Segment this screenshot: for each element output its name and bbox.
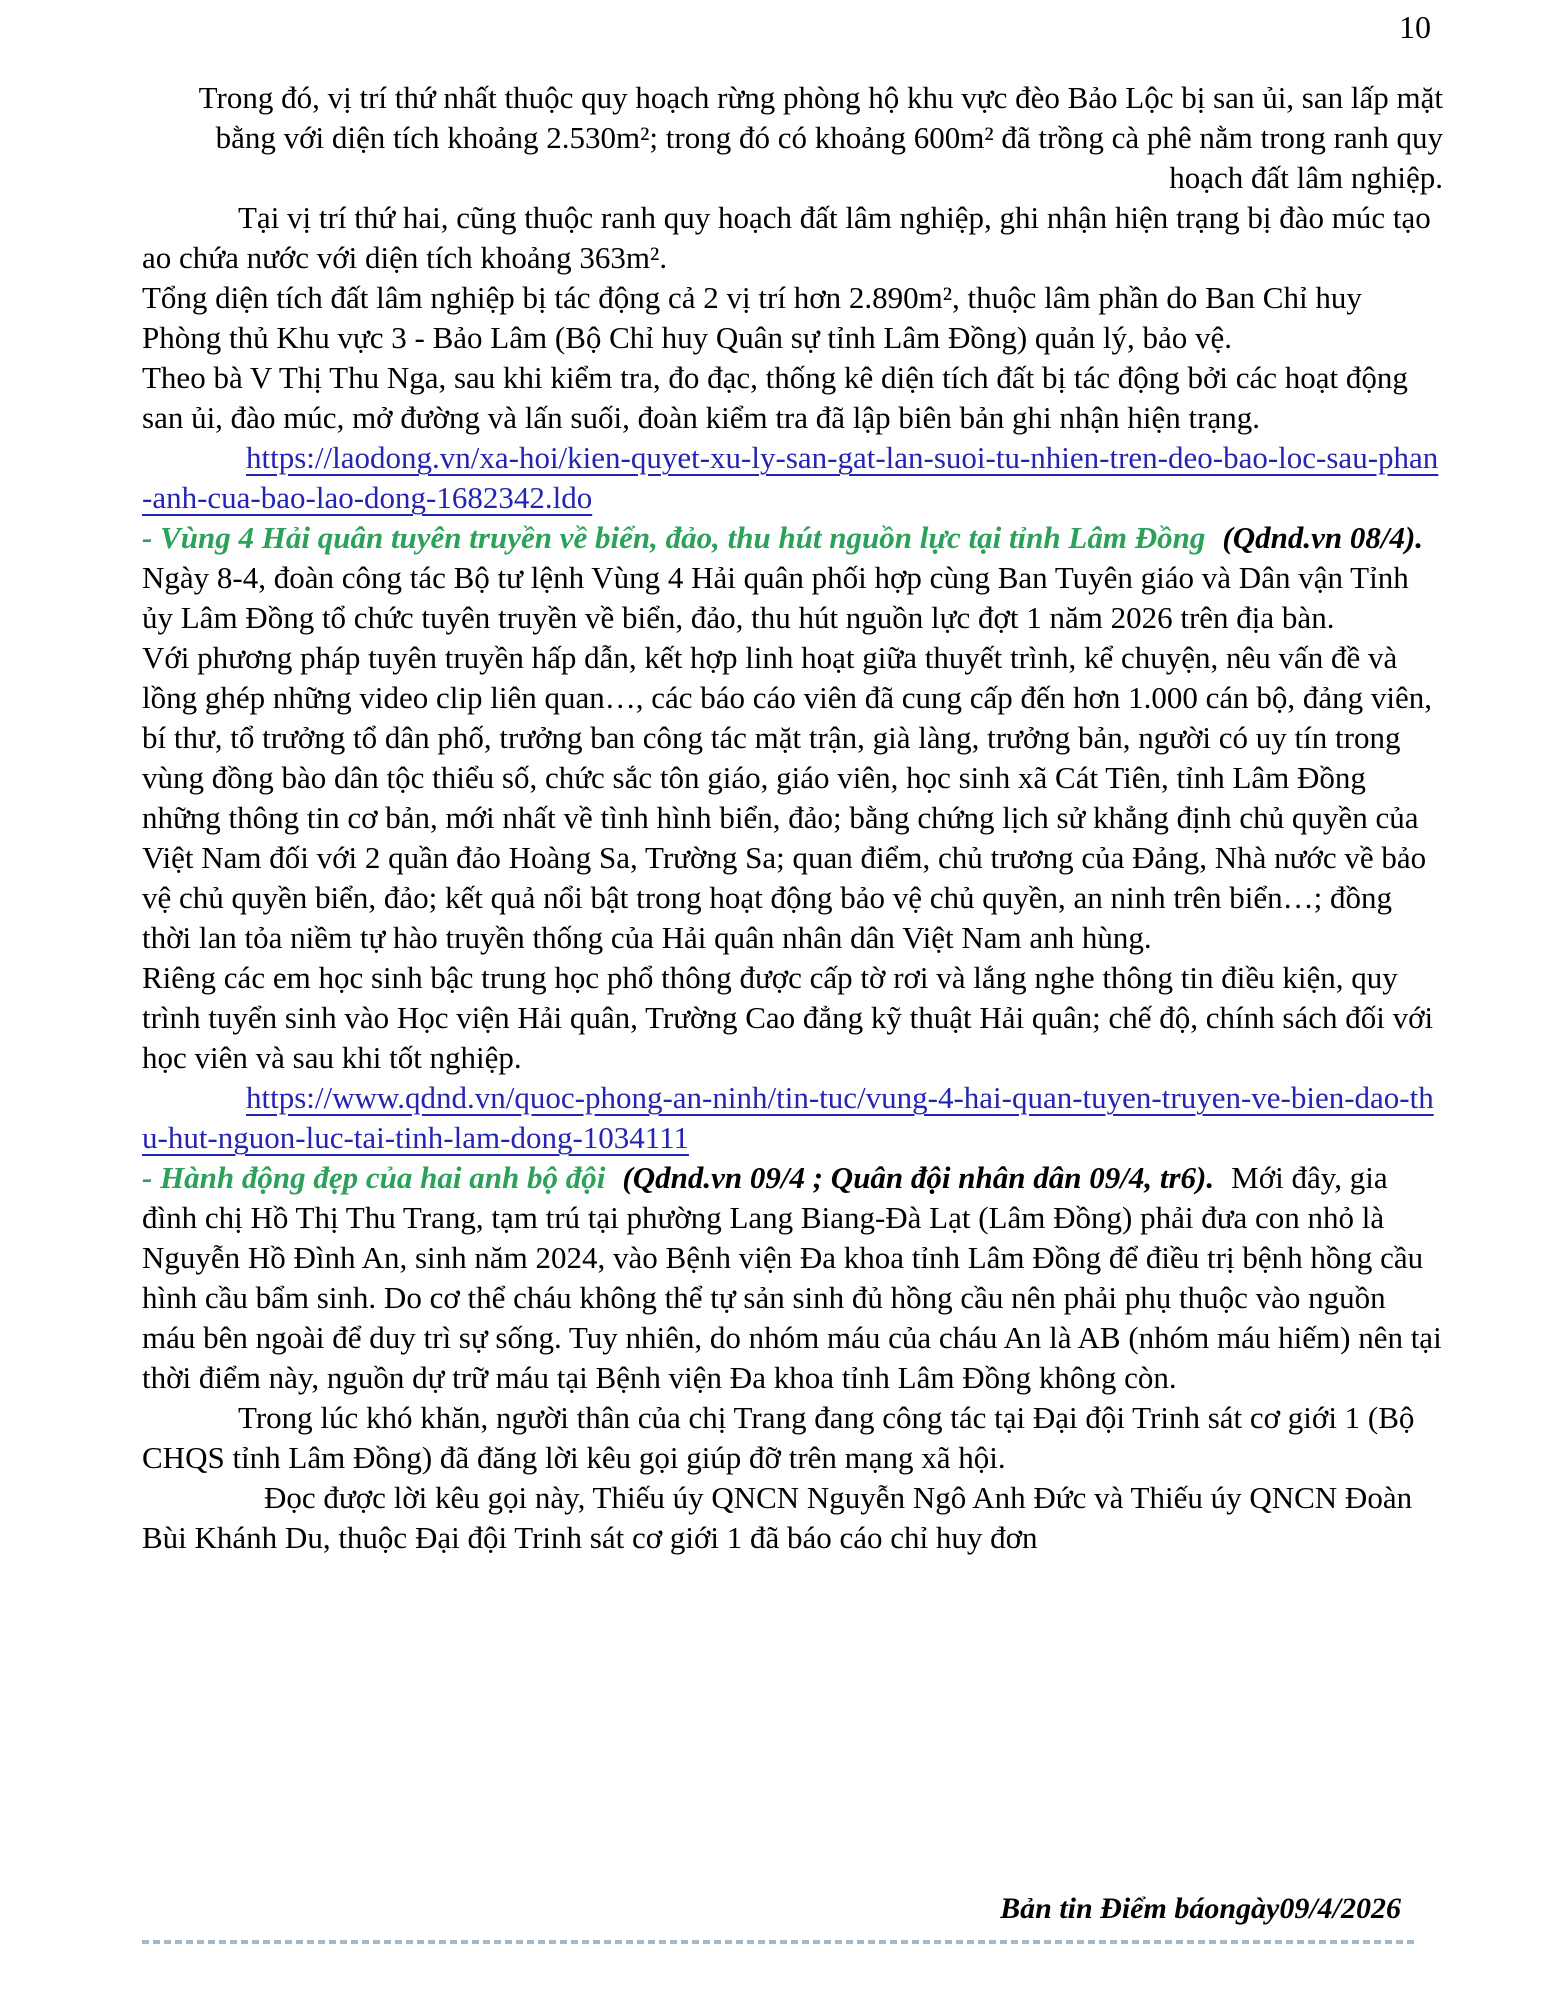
paragraph: Với phương pháp tuyên truyền hấp dẫn, kết hợp linh hoạt giữa thuyết trình, kể chuyện, nêu vấn đề và lồng ghép những video clip liên quan…, các báo cáo viên đã cung cấp đến hơn 1.000 cán bộ, đảng viên, bí thư, tổ trưởng tổ dân phố, trưởng ban công tác mặt trận, già làng, trưởng bản, người có uy tín trong vùng đồng bào dân tộc thiểu số, chức sắc tôn giáo, giáo viên, học sinh xã Cát Tiên, tỉnh Lâm Đồng những thông tin cơ bản, mới nhất về tình hình biển, đảo; bằng chứng lịch sử khẳng định chủ quyền của Việt Nam đối với 2 quần đảo Hoàng Sa, Trường Sa; quan điểm, chủ trương của Đảng, Nhà nước về bảo vệ chủ quyền biển, đảo; kết quả nổi bật trong hoạt động bảo vệ chủ quyền, an ninh trên biển…; đồng thời lan tỏa niềm tự hào truyền thống của Hải quân nhân dân Việt Nam anh hùng. bbox=[142, 640, 1433, 955]
link-paragraph bbox=[142, 1078, 1443, 1158]
article-headline: - Vùng 4 Hải quân tuyên truyền về biển, đảo, thu hút nguồn lực tại tỉnh Lâm Đồng bbox=[142, 520, 1206, 555]
paragraph: Trong đó, vị trí thứ nhất thuộc quy hoạch rừng phòng hộ khu vực đèo Bảo Lộc bị san ủi, san lấp mặt bằng với diện tích khoảng 2.530m²; trong đó có khoảng 600m² đã trồng cà phê nằm trong ranh quy hoạch đất lâm nghiệp. bbox=[198, 80, 1443, 195]
article-lead-text: Ngày 8-4, đoàn công tác Bộ tư lệnh Vùng 4 Hải quân phối hợp cùng Ban Tuyên giáo và Dân vận Tỉnh ủy Lâm Đồng tổ chức tuyên truyền về biển, đảo, thu hút nguồn lực đợt 1 năm 2026 trên địa bàn. bbox=[142, 560, 1409, 635]
article-lead-paragraph bbox=[142, 1158, 1443, 1398]
paragraph: Trong lúc khó khăn, người thân của chị Trang đang công tác tại Đại đội Trinh sát cơ giới 1 (Bộ CHQS tỉnh Lâm Đồng) đã đăng lời kêu gọi giúp đỡ trên mạng xã hội. bbox=[142, 1400, 1415, 1475]
article-source-ref: (Qdnd.vn 08/4). bbox=[1222, 520, 1424, 555]
paragraph: Tổng diện tích đất lâm nghiệp bị tác động cả 2 vị trí hơn 2.890m², thuộc lâm phần do Ban Chỉ huy Phòng thủ Khu vực 3 - Bảo Lâm (Bộ Chỉ huy Quân sự tỉnh Lâm Đồng) quản lý, bảo vệ. bbox=[142, 280, 1362, 355]
paragraph: Riêng các em học sinh bậc trung học phổ thông được cấp tờ rơi và lắng nghe thông tin điều kiện, quy trình tuyển sinh vào Học viện Hải quân, Trường Cao đẳng kỹ thuật Hải quân; chế độ, chính sách đối với học viên và sau khi tốt nghiệp. bbox=[142, 960, 1434, 1075]
paragraph: Theo bà V Thị Thu Nga, sau khi kiểm tra, đo đạc, thống kê diện tích đất bị tác động bởi các hoạt động san ủi, đào múc, mở đường và lấn suối, đoàn kiểm tra đã lập biên bản ghi nhận hiện trạng. bbox=[142, 360, 1408, 435]
document-content bbox=[142, 78, 1443, 1558]
paragraph: Đọc được lời kêu gọi này, Thiếu úy QNCN Nguyễn Ngô Anh Đức và Thiếu úy QNCN Đoàn Bùi Khánh Du, thuộc Đại đội Trinh sát cơ giới 1 đã báo cáo chỉ huy đơn bbox=[142, 1480, 1413, 1555]
article-lead-text: Mới đây, gia đình chị Hồ Thị Thu Trang, tạm trú tại phường Lang Biang-Đà Lạt (Lâm Đồng) phải đưa con nhỏ là Nguyễn Hồ Đình An, sinh năm 2024, vào Bệnh viện Đa khoa tỉnh Lâm Đồng để điều trị bệnh hồng cầu hình cầu bẩm sinh. Do cơ thể cháu không thể tự sản sinh đủ hồng cầu nên phải phụ thuộc vào nguồn máu bên ngoài để duy trì sự sống. Tuy nhiên, do nhóm máu của cháu An là AB (nhóm máu hiếm) nên tại thời điểm này, nguồn dự trữ máu tại Bệnh viện Đa khoa tỉnh Lâm Đồng không còn. bbox=[142, 1160, 1442, 1395]
article-headline: - Hành động đẹp của hai anh bộ đội bbox=[142, 1160, 606, 1195]
article-source-link[interactable]: https://www.qdnd.vn/quoc-phong-an-ninh/tin-tuc/vung-4-hai-quan-tuyen-truyen-ve-bien-dao-thu-hut-nguon-luc-tai-tinh-lam-dong-1034111 bbox=[142, 1080, 1434, 1155]
page-footer bbox=[142, 1890, 1443, 1944]
article-lead-paragraph bbox=[142, 518, 1443, 638]
paragraph: Tại vị trí thứ hai, cũng thuộc ranh quy hoạch đất lâm nghiệp, ghi nhận hiện trạng bị đào múc tạo ao chứa nước với diện tích khoảng 363m². bbox=[142, 200, 1431, 275]
page-number: 10 bbox=[1399, 9, 1431, 45]
link-paragraph bbox=[142, 438, 1443, 518]
article-source-ref: (Qdnd.vn 09/4 ; Quân đội nhân dân 09/4, tr6). bbox=[622, 1160, 1215, 1195]
dashed-separator bbox=[142, 1940, 1415, 1944]
bulletin-footer-title: Bản tin Điểm báongày09/4/2026 bbox=[1000, 1892, 1401, 1925]
article-source-link[interactable]: https://laodong.vn/xa-hoi/kien-quyet-xu-ly-san-gat-lan-suoi-tu-nhien-tren-deo-bao-loc-sau-phan-anh-cua-bao-lao-dong-1682342.ldo bbox=[142, 440, 1439, 515]
